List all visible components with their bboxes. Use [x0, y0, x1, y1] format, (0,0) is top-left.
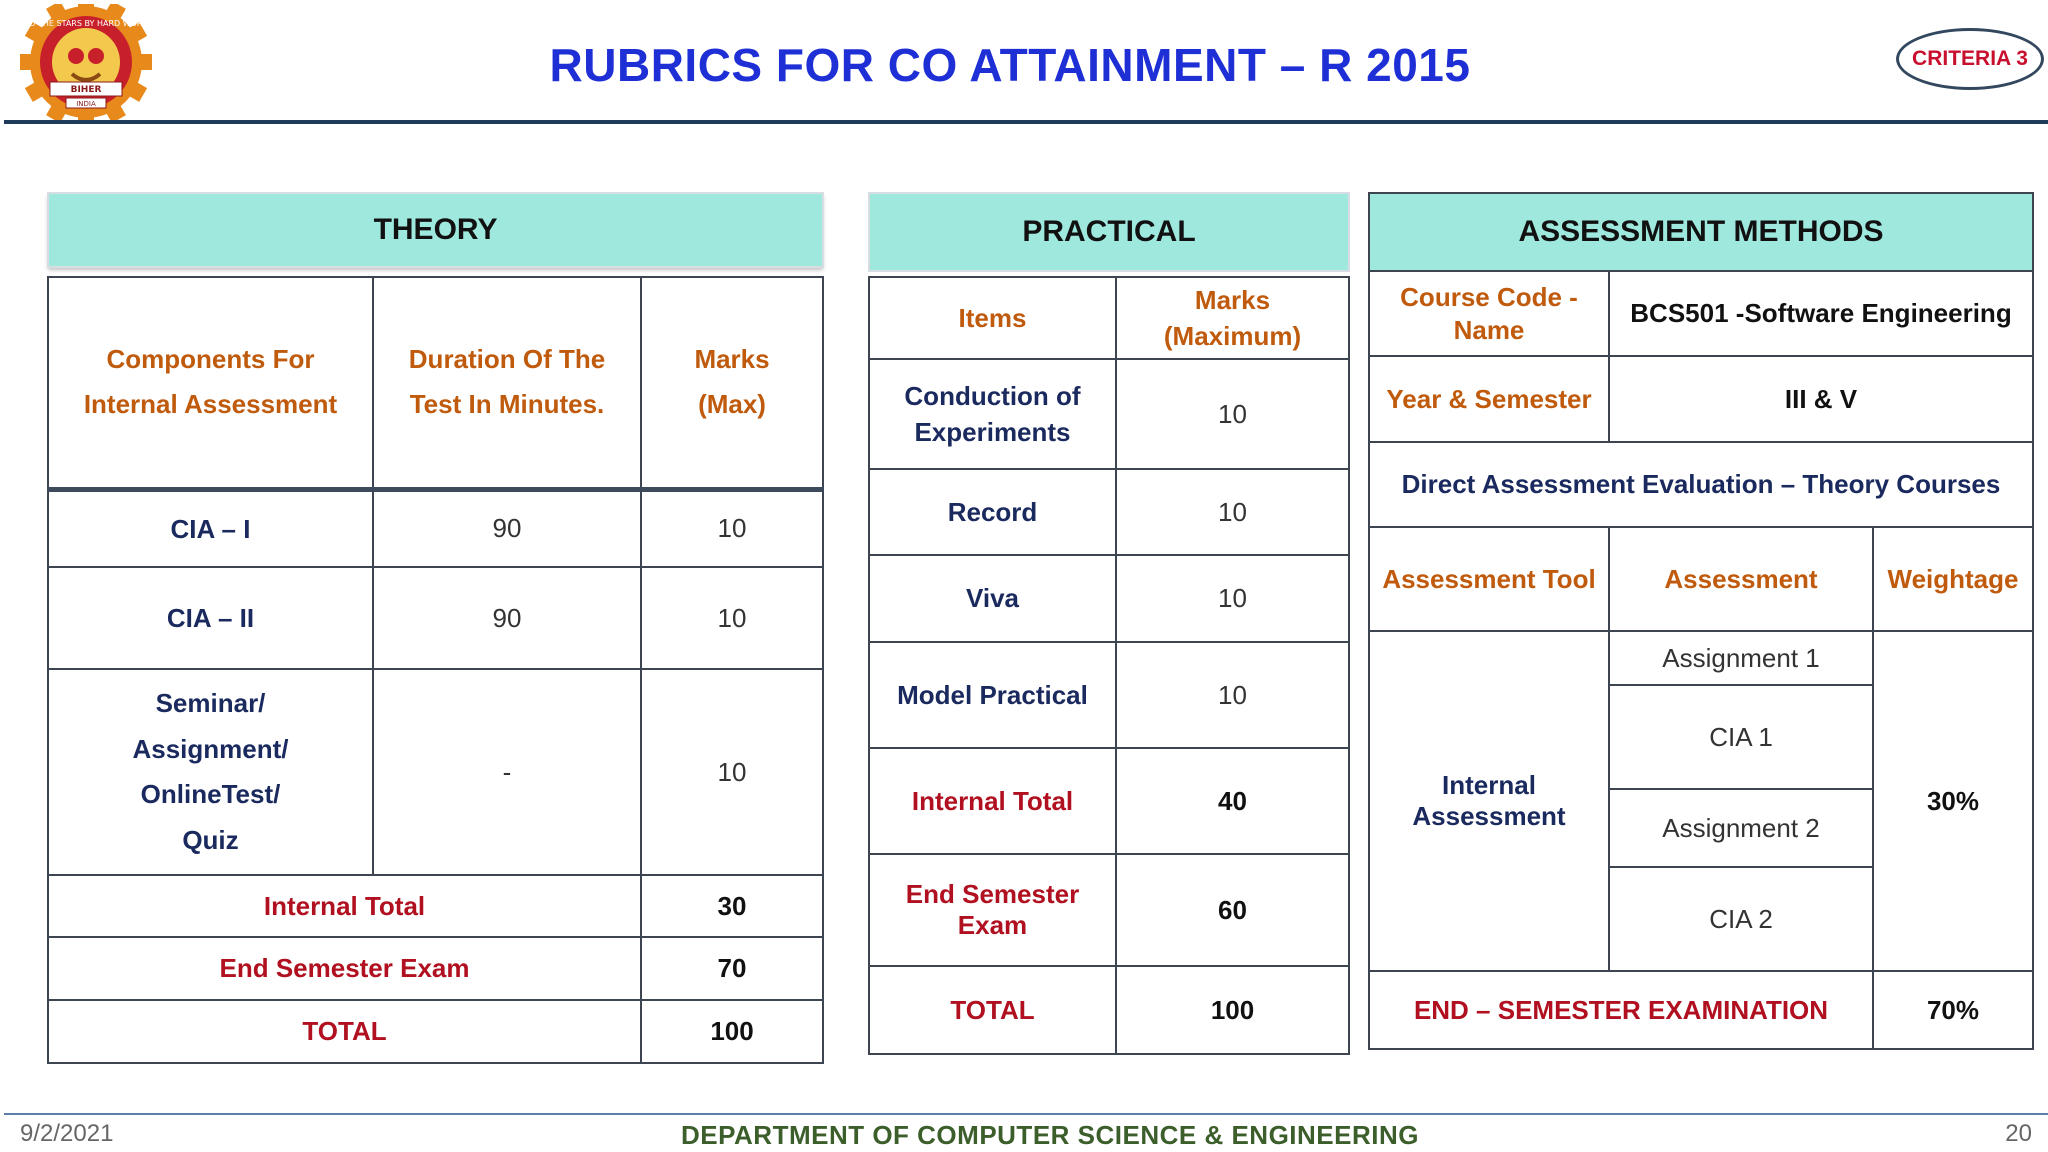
table-row [1369, 971, 2033, 1049]
table-row [1369, 442, 2033, 527]
logo-emblem-icon [12, 4, 160, 122]
practical-col-marks [1116, 277, 1349, 359]
practical-row-item: Record [869, 469, 1116, 555]
year-semester-value: III & V [1609, 356, 2033, 442]
practical-end-sem-value: 60 [1116, 854, 1349, 966]
practical-col-marks-line1: Marks [1194, 284, 1271, 315]
table-row [1369, 271, 2033, 356]
page-title: RUBRICS FOR CO ATTAINMENT – R 2015 [549, 39, 1471, 91]
theory-end-sem-value: 70 [641, 937, 823, 1000]
table-row [1369, 527, 2033, 631]
end-semester-weightage: 70% [1873, 971, 2033, 1049]
seminar-line1: Seminar/ [155, 688, 266, 718]
theory-col-duration-line2: Test In Minutes. [409, 389, 605, 420]
seminar-line4: Quiz [182, 824, 239, 855]
theory-col-components-line1: Components For [106, 343, 315, 374]
practical-end-sem-label: End Semester Exam [869, 854, 1116, 966]
theory-col-marks [641, 277, 823, 489]
theory-total-value: 100 [641, 1000, 823, 1063]
end-semester-exam-label: END – SEMESTER EXAMINATION [1369, 971, 1873, 1049]
seminar-line2: Assignment/ [132, 733, 289, 764]
theory-col-duration-line1: Duration Of The [408, 343, 606, 374]
practical-row-marks: 10 [1116, 469, 1349, 555]
table-row [869, 748, 1349, 854]
table-row [1369, 631, 2033, 685]
practical-table [868, 192, 1350, 1055]
practical-total-value: 100 [1116, 966, 1349, 1054]
practical-row-marks: 10 [1116, 555, 1349, 642]
assessment-methods-table [1368, 192, 2034, 1050]
theory-table [47, 192, 824, 1064]
table-row [48, 567, 823, 669]
institution-logo [12, 4, 160, 122]
assessment-title: ASSESSMENT METHODS [1369, 193, 2033, 271]
theory-internal-total-value: 30 [641, 875, 823, 937]
practical-row-marks: 10 [1116, 642, 1349, 748]
table-row [869, 555, 1349, 642]
theory-seminar-component [48, 669, 373, 875]
footer-divider [4, 1113, 2048, 1115]
page-number: 20 [2005, 1120, 2032, 1147]
col-assessment-tool: Assessment Tool [1369, 527, 1609, 631]
header-divider [4, 120, 2048, 124]
theory-title: THEORY [48, 193, 823, 267]
table-row [869, 854, 1349, 966]
theory-seminar-marks: 10 [641, 669, 823, 875]
theory-col-marks-line1: Marks [694, 343, 770, 374]
practical-internal-total-label: Internal Total [869, 748, 1116, 854]
course-code-label: Course Code - Name [1369, 271, 1609, 356]
theory-row-duration: 90 [373, 489, 641, 567]
theory-row-component: CIA – I [48, 489, 373, 567]
internal-weightage: 30% [1873, 631, 2033, 971]
svg-text:BIHER: BIHER [70, 85, 102, 95]
footer-department: DEPARTMENT OF COMPUTER SCIENCE & ENGINEERING [680, 1120, 1419, 1150]
assessment-item: Assignment 1 [1609, 631, 1873, 685]
svg-text:INDIA: INDIA [76, 100, 96, 108]
table-row [48, 1000, 823, 1063]
theory-col-components-line2: Internal Assessment [83, 389, 338, 420]
year-semester-label: Year & Semester [1369, 356, 1609, 442]
direct-assessment-label: Direct Assessment Evaluation – Theory Courses [1369, 442, 2033, 527]
practical-row-item: Conduction of Experiments [869, 359, 1116, 469]
assessment-item: CIA 2 [1609, 867, 1873, 971]
assessment-item: CIA 1 [1609, 685, 1873, 789]
theory-row-component: CIA – II [48, 567, 373, 669]
theory-seminar-duration: - [373, 669, 641, 875]
theory-col-components [48, 277, 373, 489]
internal-assessment-label: Internal Assessment [1369, 631, 1609, 971]
practical-total-label: TOTAL [869, 966, 1116, 1054]
table-row [869, 469, 1349, 555]
footer-date: 9/2/2021 [20, 1120, 114, 1147]
table-row [869, 966, 1349, 1054]
table-row [48, 669, 823, 875]
theory-col-duration [373, 277, 641, 489]
svg-text:TO THE STARS BY HARD WORK: TO THE STARS BY HARD WORK [24, 19, 148, 28]
theory-total-label: TOTAL [48, 1000, 641, 1063]
practical-col-items: Items [869, 277, 1116, 359]
theory-row-marks: 10 [641, 489, 823, 567]
practical-col-marks-line2: (Maximum) [1163, 321, 1302, 351]
table-row [1369, 356, 2033, 442]
theory-row-duration: 90 [373, 567, 641, 669]
col-weightage: Weightage [1873, 527, 2033, 631]
practical-internal-total-value: 40 [1116, 748, 1349, 854]
course-code-value: BCS501 -Software Engineering [1609, 271, 2033, 356]
theory-internal-total-label: Internal Total [48, 875, 641, 937]
criteria-badge: CRITERIA 3 [1896, 28, 2044, 90]
table-row [48, 489, 823, 567]
practical-title: PRACTICAL [869, 193, 1349, 271]
table-row [48, 937, 823, 1000]
practical-row-item: Model Practical [869, 642, 1116, 748]
theory-row-marks: 10 [641, 567, 823, 669]
theory-end-sem-label: End Semester Exam [48, 937, 641, 1000]
table-row [869, 359, 1349, 469]
theory-col-marks-line2: (Max) [698, 389, 766, 420]
col-assessment: Assessment [1609, 527, 1873, 631]
practical-row-item: Viva [869, 555, 1116, 642]
assessment-item: Assignment 2 [1609, 789, 1873, 867]
table-row [48, 875, 823, 937]
practical-row-marks: 10 [1116, 359, 1349, 469]
table-row [869, 642, 1349, 748]
seminar-line3: OnlineTest/ [140, 779, 281, 809]
